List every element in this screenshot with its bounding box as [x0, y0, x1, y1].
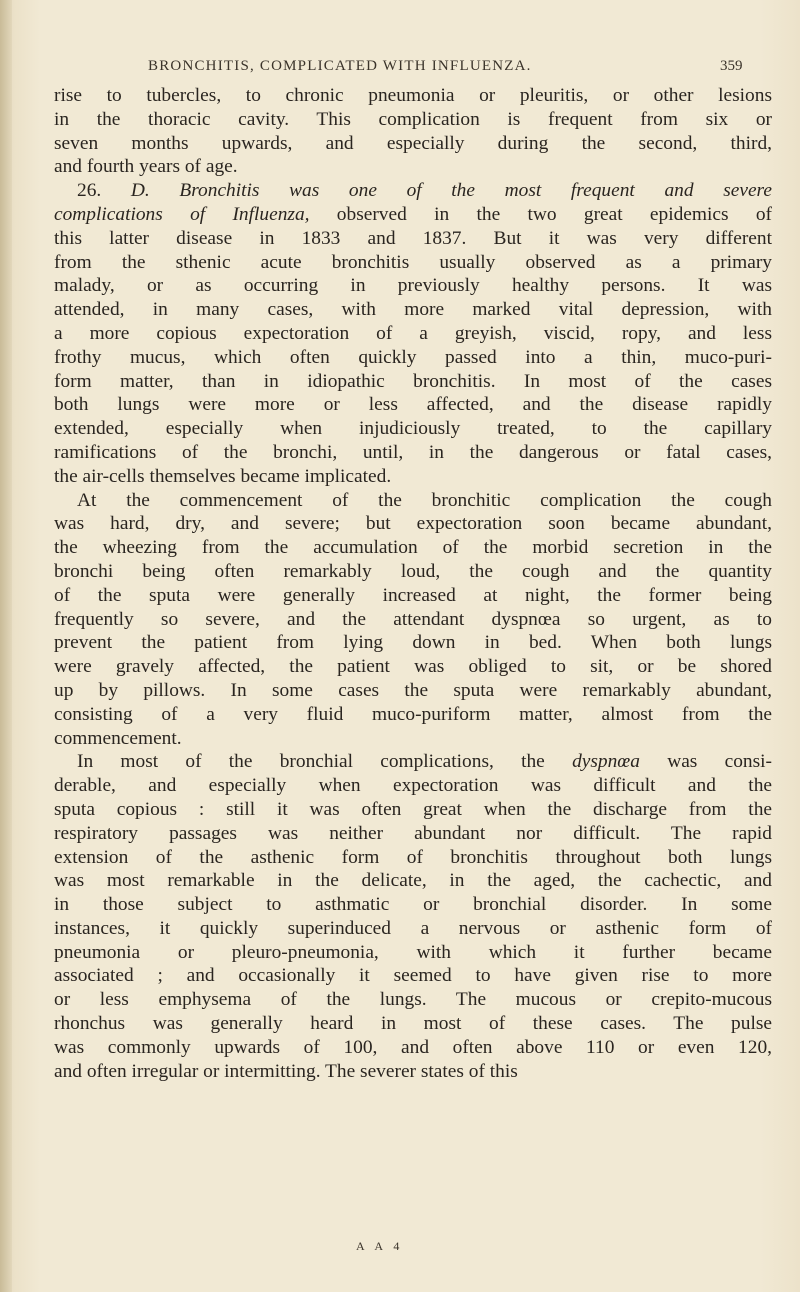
text-line: form matter, than in idiopathic bronchitis. In most of the cases — [54, 370, 772, 392]
text-line: from the sthenic acute bronchitis usually observed as a primary — [54, 251, 772, 273]
text-segment: 26. — [77, 180, 131, 202]
text-line: malady, or as occurring in previously healthy persons. It was — [54, 275, 772, 297]
text-segment: was consi- — [639, 751, 772, 773]
text-line: respiratory passages was neither abundant nor difficult. The rapid — [54, 822, 772, 844]
text-line: in those subject to asthmatic or bronchial disorder. In some — [54, 894, 772, 916]
running-head: BRONCHITIS, COMPLICATED WITH INFLUENZA. — [148, 58, 532, 74]
italic-text: D. Bronchitis was one of the most frequent and severe — [130, 180, 772, 202]
text-line: and fourth years of age. — [54, 156, 238, 178]
text-line: derable, and especially when expectoration was difficult and the — [54, 775, 772, 797]
text-line: extended, especially when injudiciously treated, to the capillary — [54, 418, 772, 440]
text-line: this latter disease in 1833 and 1837. But it was very different — [54, 227, 772, 249]
page-header — [0, 58, 800, 82]
text-line: commencement. — [54, 727, 182, 749]
text-line: was hard, dry, and severe; but expectoration soon became abundant, — [54, 513, 772, 535]
text-line: was most remarkable in the delicate, in the aged, the cachectic, and — [54, 870, 772, 892]
text-line: and often irregular or intermitting. The severer states of this — [54, 1060, 518, 1082]
text-line: At the commencement of the bronchitic complication the cough — [77, 489, 772, 511]
text-line — [54, 179, 772, 203]
text-line: were gravely affected, the patient was obliged to sit, or be shored — [54, 656, 772, 678]
text-line: prevent the patient from lying down in bed. When both lungs — [54, 632, 772, 654]
text-line: pneumonia or pleuro-pneumonia, with which it further became — [54, 941, 772, 963]
text-line: frothy mucus, which often quickly passed into a thin, muco-puri- — [54, 346, 772, 368]
text-line: bronchi being often remarkably loud, the cough and the quantity — [54, 560, 772, 582]
body-text — [54, 84, 772, 1083]
text-line: consisting of a very fluid muco-puriform matter, almost from the — [54, 703, 772, 725]
text-segment: observed in the two great epidemics of — [309, 203, 772, 225]
italic-text: dyspnœa — [572, 751, 640, 773]
text-line: or less emphysema of the lungs. The mucous or crepito-mucous — [54, 989, 772, 1011]
text-line: was commonly upwards of 100, and often above 110 or even 120, — [54, 1036, 772, 1058]
text-line: ramifications of the bronchi, until, in the dangerous or fatal cases, — [54, 441, 772, 463]
page-number: 359 — [720, 58, 743, 74]
text-line: both lungs were more or less affected, and the disease rapidly — [54, 394, 772, 416]
text-line: sputa copious : still it was often great when the discharge from the — [54, 798, 772, 820]
text-line: the air-cells themselves became implicated. — [54, 465, 392, 487]
text-line: associated ; and occasionally it seemed to have given rise to more — [54, 965, 772, 987]
text-line: a more copious expectoration of a greyish, viscid, ropy, and less — [54, 322, 772, 344]
text-segment: In most of the bronchial complications, the — [77, 751, 573, 773]
text-line: the wheezing from the accumulation of the morbid secretion in the — [54, 537, 772, 559]
text-line: seven months upwards, and especially during the second, third, — [54, 132, 772, 154]
page-spine-shadow — [0, 0, 12, 1292]
text-line — [54, 750, 772, 774]
text-line: up by pillows. In some cases the sputa were remarkably abundant, — [54, 679, 772, 701]
signature-mark: A A 4 — [356, 1239, 404, 1253]
text-line: rhonchus was generally heard in most of these cases. The pulse — [54, 1013, 772, 1035]
text-line: attended, in many cases, with more marked vital depression, with — [54, 299, 772, 321]
text-line: extension of the asthenic form of bronchitis throughout both lungs — [54, 846, 772, 868]
text-line: of the sputa were generally increased at night, the former being — [54, 584, 772, 606]
text-line: rise to tubercles, to chronic pneumonia or pleuritis, or other lesions — [54, 85, 772, 106]
text-line: instances, it quickly superinduced a nervous or asthenic form of — [54, 917, 772, 939]
text-line — [54, 203, 772, 227]
text-line: in the thoracic cavity. This complication is frequent from six or — [54, 108, 772, 130]
text-line: frequently so severe, and the attendant dyspnœa so urgent, as to — [54, 608, 772, 630]
italic-text: complications of Influenza, — [54, 203, 310, 225]
